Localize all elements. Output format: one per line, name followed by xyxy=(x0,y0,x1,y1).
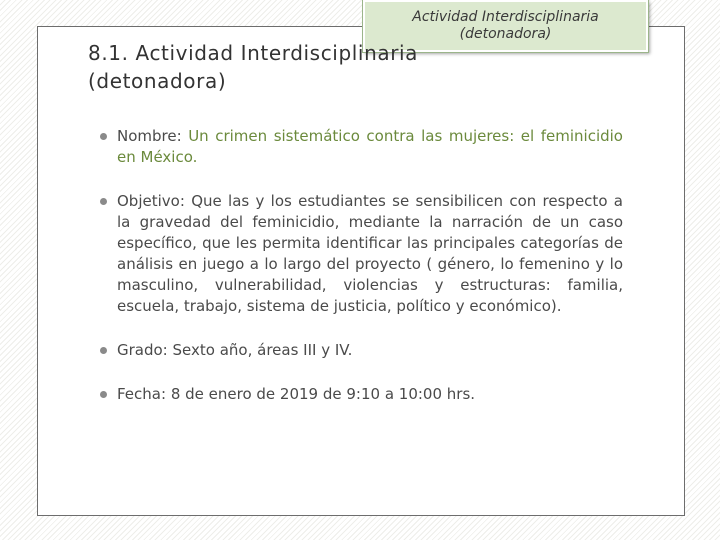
bullet-text: 8 de enero de 2019 de 9:10 a 10:00 hrs. xyxy=(170,385,476,403)
header-tab-line1: Actividad Interdisciplinaria xyxy=(412,9,599,25)
bullet-list xyxy=(100,126,623,405)
header-tab-line2: (detonadora) xyxy=(459,26,552,42)
bullet-dot-icon xyxy=(100,198,107,205)
page-title-line2: (detonadora) xyxy=(88,69,227,93)
bullet-text: Un crimen sistemático contra las mujeres: el feminicidio en México. xyxy=(117,127,623,166)
page-title xyxy=(88,39,468,95)
bullet-label: Objetivo: xyxy=(117,192,185,210)
bullet-nombre xyxy=(100,126,623,168)
bullet-objetivo xyxy=(100,191,623,317)
bullet-fecha xyxy=(100,384,623,405)
bullet-text: Que las y los estudiantes se sensibilicen con respecto a la gravedad del feminicidio, mediante la narración de un caso específico, que les permita identificar las principales categorías de análisis en juego a lo largo del proyecto ( género, lo femenino y lo masculino, vulnerabilidad, violencias y estructuras: familia, escuela, trabajo, sistema de justicia, político y económico). xyxy=(117,192,623,315)
bullet-label: Grado: xyxy=(117,341,168,359)
bullet-label: Fecha: xyxy=(117,385,167,403)
bullet-dot-icon xyxy=(100,133,107,140)
bullet-grado xyxy=(100,340,623,361)
bullet-label: Nombre: xyxy=(117,127,182,145)
bullet-dot-icon xyxy=(100,347,107,354)
page-title-line1: 8.1. Actividad Interdisciplinaria xyxy=(88,41,419,65)
bullet-dot-icon xyxy=(100,391,107,398)
bullet-text: Sexto año, áreas III y IV. xyxy=(172,341,353,359)
